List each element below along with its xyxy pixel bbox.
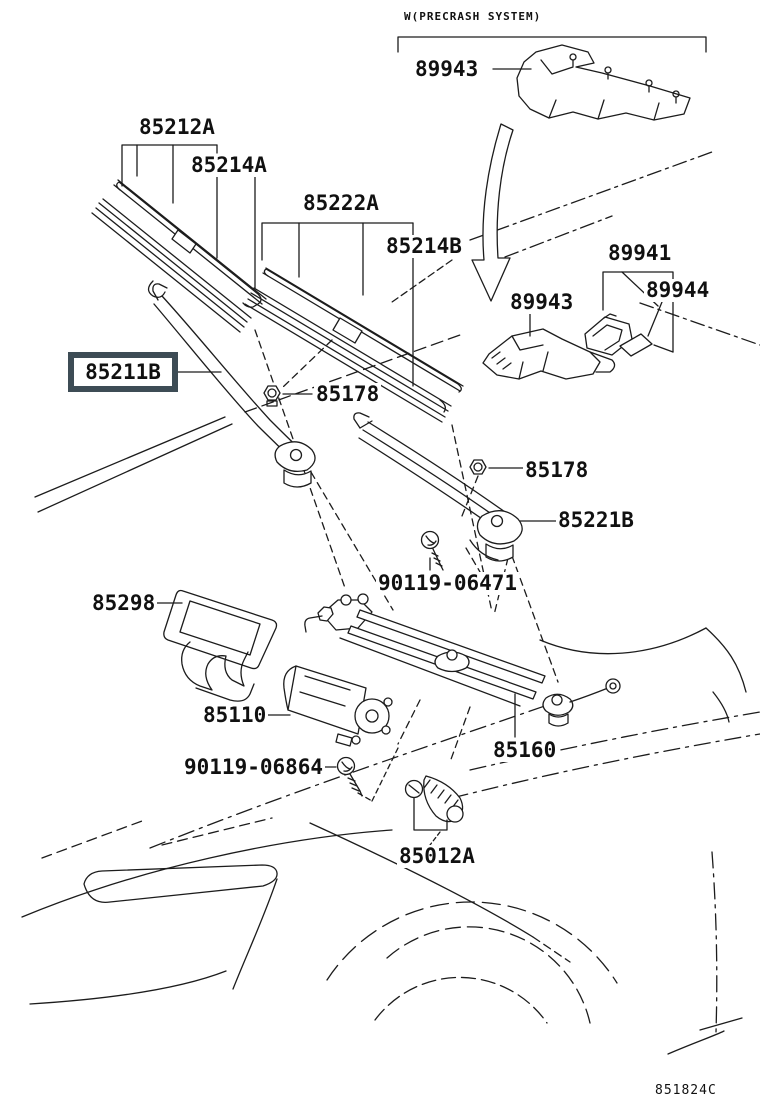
- part-label-85012a[interactable]: 85012A: [399, 844, 475, 868]
- wiper-blade-left: [92, 180, 266, 332]
- selected-part-box-85211b[interactable]: [68, 352, 178, 392]
- part-label-85178-right[interactable]: 85178: [525, 458, 589, 482]
- part-label-90119-06471[interactable]: 90119-06471: [378, 571, 518, 595]
- precrash-system-annotation: W(PRECRASH SYSTEM): [404, 10, 542, 23]
- motor-cover: [154, 591, 277, 702]
- pivot-nut-right: [470, 460, 524, 474]
- wiper-arm-right: [354, 413, 556, 561]
- part-label-85160[interactable]: 85160: [493, 738, 557, 762]
- part-label-85222a[interactable]: 85222A: [303, 191, 379, 215]
- part-label-89941[interactable]: 89941: [608, 241, 672, 265]
- part-label-85211b: 85211B: [85, 360, 161, 384]
- part-label-85110[interactable]: 85110: [203, 703, 267, 727]
- bolt-90119-06471: [422, 532, 444, 571]
- precrash-cover-top: [493, 45, 690, 120]
- part-label-85214a[interactable]: 85214A: [191, 153, 267, 177]
- part-label-85298[interactable]: 85298: [92, 591, 156, 615]
- part-label-89943-top[interactable]: 89943: [415, 57, 479, 81]
- precrash-arrow: [472, 124, 513, 301]
- part-label-85178-left[interactable]: 85178: [316, 382, 380, 406]
- wiper-motor: [266, 666, 392, 746]
- part-label-90119-06864[interactable]: 90119-06864: [184, 755, 324, 779]
- diagram-code: 851824C: [655, 1083, 717, 1098]
- stopper-85012a: [406, 776, 464, 845]
- part-label-85214b[interactable]: 85214B: [386, 234, 462, 258]
- part-label-85221b[interactable]: 85221B: [558, 508, 634, 532]
- part-label-89944[interactable]: 89944: [646, 278, 710, 302]
- part-label-85212a[interactable]: 85212A: [139, 115, 215, 139]
- part-label-89943-bottom[interactable]: 89943: [510, 290, 574, 314]
